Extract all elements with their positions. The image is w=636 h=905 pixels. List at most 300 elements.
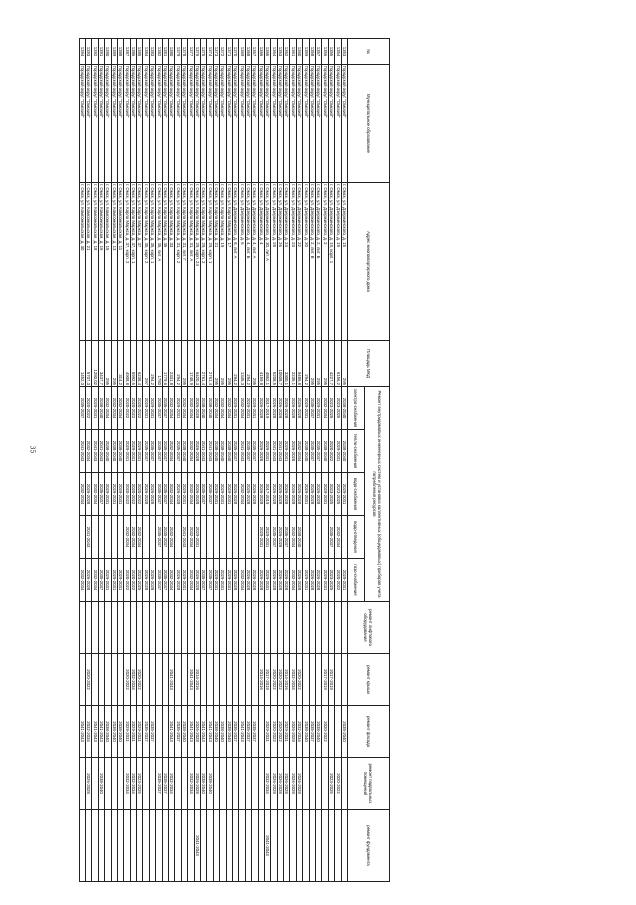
basement-cell: 2038-2040 [207, 758, 213, 810]
row-number: 1366 [258, 39, 264, 65]
facade-cell: 2035-2037 [143, 706, 149, 758]
water-cold-cell: 2026-2028 [245, 473, 251, 516]
municipality-cell: Городской округ "Омский" [213, 65, 219, 183]
roof-cell: 2020-2022 [271, 654, 277, 706]
electro-cell: 2026-2028 [194, 387, 200, 430]
water-out-cell: 2029-2031 [264, 516, 270, 559]
roof-cell [232, 654, 238, 706]
water-cold-cell: 2026-2028 [252, 473, 258, 516]
facade-cell [328, 706, 334, 758]
basement-cell: 2032-2034 [124, 758, 130, 810]
roof-cell: 2041-2043 [169, 654, 175, 706]
gas-cell: 2020-2022 [124, 559, 130, 602]
facade-cell: 2020-2022 [271, 706, 277, 758]
municipality-cell: Городской округ "Омский" [188, 65, 194, 183]
foundation-cell [252, 810, 258, 882]
foundation-cell [232, 810, 238, 882]
heat-cell: 2032-2034 [188, 430, 194, 473]
water-cold-cell: 2023-2025 [328, 473, 334, 516]
area-cell: 4908,8 [124, 341, 130, 387]
gas-cell: 2029-2031 [117, 559, 123, 602]
gas-cell: 2026-2028 [258, 559, 264, 602]
facade-cell [335, 706, 341, 758]
basement-cell [322, 758, 328, 810]
basement-cell: 2035-2037 [156, 758, 162, 810]
municipality-cell: Городской округ "Омский" [341, 65, 347, 183]
water-cold-cell: 2032-2034 [169, 473, 175, 516]
area-cell: 3300,1 [284, 341, 290, 387]
water-out-cell [303, 516, 309, 559]
area-cell: 294,2 [232, 341, 238, 387]
water-out-cell [175, 516, 181, 559]
row-number: 1382 [156, 39, 162, 65]
foundation-cell [117, 810, 123, 882]
foundation-cell [258, 810, 264, 882]
water-out-cell: 2032-2034 [290, 516, 296, 559]
area-cell: 6420,3 [194, 341, 200, 387]
gas-cell: 2035-2037 [207, 559, 213, 602]
elevator-cell [111, 602, 117, 654]
address-cell: г. Омск, ул. Дзержинского, д. 4, лит. А [252, 183, 258, 341]
address-cell: г. Омск, ул. Комсомольская, д. 30 [79, 183, 85, 341]
row-number: 1369 [239, 39, 245, 65]
table-row [124, 39, 130, 882]
row-number: 1379 [175, 39, 181, 65]
basement-cell [105, 758, 111, 810]
facade-cell: 2029-2031 [264, 706, 270, 758]
municipality-cell: Городской округ "Омский" [149, 65, 155, 183]
gas-cell: 2026-2028 [143, 559, 149, 602]
area-cell: 6238,4 [137, 341, 143, 387]
municipality-cell: Городской округ "Омский" [92, 65, 98, 183]
elevator-cell [303, 602, 309, 654]
address-cell: г. Омск, ул. Дзержинского, д. 24 [284, 183, 290, 341]
municipality-cell: Городской округ "Омский" [328, 65, 334, 183]
gas-cell: 2026-2028 [284, 559, 290, 602]
facade-cell: 2038-2040 [213, 706, 219, 758]
header-row-top [365, 39, 390, 882]
elevator-cell [290, 602, 296, 654]
water-cold-cell: 2029-2031 [341, 473, 347, 516]
col-facade-header: ремонт фасада [348, 706, 390, 758]
electro-cell: 2020-2022 [124, 387, 130, 430]
water-out-cell: 2032-2034 [335, 516, 341, 559]
table-row [252, 39, 258, 882]
row-number: 1391 [98, 39, 104, 65]
facade-cell: 2038-2040 [316, 706, 322, 758]
electro-cell: 2035-2037 [79, 387, 85, 430]
table-row [207, 39, 213, 882]
gas-cell: 2029-2031 [105, 559, 111, 602]
gas-cell: 2026-2028 [245, 559, 251, 602]
elevator-cell [85, 602, 91, 654]
water-out-cell [341, 516, 347, 559]
facade-cell: 2020-2022 [322, 706, 328, 758]
water-out-cell [207, 516, 213, 559]
electro-cell: 2038-2040 [98, 387, 104, 430]
heat-cell: 2026-2028 [194, 430, 200, 473]
area-cell: 294,2 [175, 341, 181, 387]
electro-cell: 2029-2031 [303, 387, 309, 430]
heat-cell: 2041-2043 [79, 430, 85, 473]
foundation-cell [322, 810, 328, 882]
address-cell: г. Омск, ул. Комсомольская, д. 16 [98, 183, 104, 341]
elevator-cell [143, 602, 149, 654]
table-row [137, 39, 143, 882]
col-elevator-header: ремонт лифтового оборудования [348, 602, 390, 654]
col-foundation-header: ремонт фундамента [348, 810, 390, 882]
roof-cell [207, 654, 213, 706]
table-row [188, 39, 194, 882]
basement-cell [226, 758, 232, 810]
facade-cell: 2029-2031 [130, 706, 136, 758]
gas-cell: 2035-2037 [162, 559, 168, 602]
table-row [284, 39, 290, 882]
heat-cell: 2035-2037 [143, 430, 149, 473]
table-row [149, 39, 155, 882]
electro-cell: 2032-2034 [117, 387, 123, 430]
heat-cell: 2029-2031 [124, 430, 130, 473]
foundation-cell [328, 810, 334, 882]
municipality-cell: Городской округ "Омский" [137, 65, 143, 183]
table-row [232, 39, 238, 882]
gas-cell: 2026-2028 [296, 559, 302, 602]
municipality-cell: Городской округ "Омский" [245, 65, 251, 183]
water-cold-cell: 2026-2028 [143, 473, 149, 516]
area-cell: 314,2 [117, 341, 123, 387]
water-out-cell: 2035-2037 [284, 516, 290, 559]
water-out-cell: 2038-2040 [296, 516, 302, 559]
area-cell: 1779,6 [162, 341, 168, 387]
basement-cell: 2032-2034 [169, 758, 175, 810]
municipality-cell: Городской округ "Омский" [175, 65, 181, 183]
foundation-cell [98, 810, 104, 882]
elevator-cell [201, 602, 207, 654]
roof-cell [220, 654, 226, 706]
water-out-cell [79, 516, 85, 559]
area-cell: 1748,9 [188, 341, 194, 387]
gas-cell: 2029-2031 [213, 559, 219, 602]
heat-cell: 2035-2037 [309, 430, 315, 473]
roof-cell [245, 654, 251, 706]
row-number: 1387 [124, 39, 130, 65]
facade-cell: 2035-2037 [175, 706, 181, 758]
area-cell: 6156,2 [335, 341, 341, 387]
table-row [79, 39, 85, 882]
gas-cell: 2032-2034 [188, 559, 194, 602]
facade-cell: 2041-2043 [207, 706, 213, 758]
water-out-cell: 2041-2043 [85, 516, 91, 559]
water-out-cell [239, 516, 245, 559]
heat-cell: 2032-2034 [296, 430, 302, 473]
foundation-cell [143, 810, 149, 882]
heat-cell: 2035-2037 [162, 430, 168, 473]
roof-cell: 2014-2016 [284, 654, 290, 706]
basement-cell [181, 758, 187, 810]
elevator-cell [309, 602, 315, 654]
area-cell: 2235,1 [290, 341, 296, 387]
area-cell: 1780 [156, 341, 162, 387]
water-out-cell: 2032-2034 [169, 516, 175, 559]
gas-cell: 2029-2031 [181, 559, 187, 602]
municipality-cell: Городской округ "Омский" [232, 65, 238, 183]
water-cold-cell: 2026-2028 [296, 473, 302, 516]
area-cell: 295 [252, 341, 258, 387]
roof-cell: 2017-2019 [328, 654, 334, 706]
table-body [79, 39, 347, 882]
address-cell: г. Омск, ул. Карла Маркса, д. 37, корп. 1 [130, 183, 136, 341]
area-cell: 1452,3 [79, 341, 85, 387]
basement-cell [213, 758, 219, 810]
row-number: 1378 [181, 39, 187, 65]
elevator-cell [232, 602, 238, 654]
elevator-cell [316, 602, 322, 654]
facade-cell: 2026-2028 [290, 706, 296, 758]
roof-cell [239, 654, 245, 706]
address-cell: г. Омск, ул. Карла Маркса, д. 19 [220, 183, 226, 341]
heat-cell: 2041-2043 [277, 430, 283, 473]
row-number: 1389 [111, 39, 117, 65]
heat-cell: 2038-2040 [341, 430, 347, 473]
row-number: 1363 [277, 39, 283, 65]
electro-cell: 2035-2037 [309, 387, 315, 430]
facade-cell: 2038-2040 [117, 706, 123, 758]
municipality-cell: Городской округ "Омский" [264, 65, 270, 183]
row-number: 1360 [296, 39, 302, 65]
gas-cell: 2029-2031 [226, 559, 232, 602]
area-cell: 295 [111, 341, 117, 387]
roof-cell: 2017-2019 [322, 654, 328, 706]
facade-cell [162, 706, 168, 758]
col-area-header: Площадь МКД [348, 341, 390, 387]
row-number: 1362 [284, 39, 290, 65]
electro-cell: 2029-2031 [316, 387, 322, 430]
water-out-cell: 2032-2034 [124, 516, 130, 559]
heat-cell: 2041-2043 [98, 430, 104, 473]
municipality-cell: Городской округ "Омский" [130, 65, 136, 183]
foundation-cell [181, 810, 187, 882]
col-municipality-header: Муниципальное образование [348, 65, 390, 183]
gas-cell: 2032-2034 [290, 559, 296, 602]
area-cell: 297 [143, 341, 149, 387]
address-cell: г. Омск, ул. Комсомольская, д. 11 [117, 183, 123, 341]
electro-cell: 2029-2031 [143, 387, 149, 430]
roof-cell [316, 654, 322, 706]
address-cell: г. Омск, ул. Карла Маркса, д. 35, корп. 1 [149, 183, 155, 341]
basement-cell [143, 758, 149, 810]
foundation-cell: 2041-2043 [194, 810, 200, 882]
col-internal-systems-header: Ремонт внутридомовых инженерных систем и установка коллективных (общедомовых) приборов учета потребления ресурсов [365, 387, 390, 602]
address-cell: г. Омск, ул. Дзержинского, д. 6 [239, 183, 245, 341]
roof-cell: 2020-2022 [296, 654, 302, 706]
water-out-cell: 2032-2034 [130, 516, 136, 559]
foundation-cell [309, 810, 315, 882]
row-number: 1353 [341, 39, 347, 65]
col-roof-header: ремонт крыши [348, 654, 390, 706]
basement-cell [149, 758, 155, 810]
foundation-cell [130, 810, 136, 882]
row-number: 1388 [117, 39, 123, 65]
heat-cell: 2035-2037 [316, 430, 322, 473]
row-number: 1390 [105, 39, 111, 65]
basement-cell: 2032-2034 [264, 758, 270, 810]
heat-cell: 2041-2043 [201, 430, 207, 473]
municipality-cell: Городской округ "Омский" [105, 65, 111, 183]
col-gas-header: газо-снабжения [348, 559, 365, 602]
address-cell: г. Омск, ул. Карла Маркса, д. 37, корп. 2 [124, 183, 130, 341]
heat-cell: 2029-2031 [137, 430, 143, 473]
electro-cell: 2026-2028 [258, 387, 264, 430]
water-cold-cell: 2026-2028 [309, 473, 315, 516]
elevator-cell [277, 602, 283, 654]
row-number: 1373 [213, 39, 219, 65]
area-cell: 295 [213, 341, 219, 387]
table-row [239, 39, 245, 882]
gas-cell: 2026-2028 [194, 559, 200, 602]
heat-cell: 2038-2040 [213, 430, 219, 473]
facade-cell [156, 706, 162, 758]
foundation-cell [335, 810, 341, 882]
foundation-cell [341, 810, 347, 882]
elevator-cell [322, 602, 328, 654]
row-number: 1364 [271, 39, 277, 65]
address-cell: г. Омск, ул. Дзержинского, д. 28 [271, 183, 277, 341]
address-cell: г. Омск, ул. Дзержинского, д. 8, лит. А [232, 183, 238, 341]
table-row [117, 39, 123, 882]
capital-repair-table [79, 38, 390, 882]
elevator-cell [213, 602, 219, 654]
basement-cell [252, 758, 258, 810]
elevator-cell [264, 602, 270, 654]
foundation-cell [290, 810, 296, 882]
elevator-cell [175, 602, 181, 654]
elevator-cell [271, 602, 277, 654]
facade-cell: 2038-2040 [220, 706, 226, 758]
roof-cell [156, 654, 162, 706]
water-out-cell [226, 516, 232, 559]
row-number: 1377 [188, 39, 194, 65]
foundation-cell [207, 810, 213, 882]
gas-cell: 2026-2028 [277, 559, 283, 602]
gas-cell: 2020-2022 [335, 559, 341, 602]
row-number: 1386 [130, 39, 136, 65]
area-cell: 3437,7 [98, 341, 104, 387]
foundation-cell [105, 810, 111, 882]
municipality-cell: Городской округ "Омский" [169, 65, 175, 183]
address-cell: г. Омск, ул. Карла Маркса, д. 31, лит. А [188, 183, 194, 341]
heat-cell: 2026-2028 [290, 430, 296, 473]
table-row [111, 39, 117, 882]
water-cold-cell: 2035-2037 [156, 473, 162, 516]
address-cell: г. Омск, ул. Дзержинского, д. 4, лит. Б [245, 183, 251, 341]
table-row [169, 39, 175, 882]
gas-cell: 2029-2031 [303, 559, 309, 602]
water-out-cell: 2029-2031 [194, 516, 200, 559]
basement-cell [92, 758, 98, 810]
gas-cell: 2032-2034 [79, 559, 85, 602]
elevator-cell [188, 602, 194, 654]
municipality-cell: Городской округ "Омский" [85, 65, 91, 183]
municipality-cell: Городской округ "Омский" [309, 65, 315, 183]
table-row [156, 39, 162, 882]
basement-cell [245, 758, 251, 810]
roof-cell: 2032-2034 [290, 654, 296, 706]
roof-cell: 2014-2016 [194, 654, 200, 706]
basement-cell [79, 758, 85, 810]
area-cell: 2761,4 [207, 341, 213, 387]
municipality-cell: Городской округ "Омский" [226, 65, 232, 183]
row-number: 1385 [137, 39, 143, 65]
water-cold-cell: 2026-2028 [277, 473, 283, 516]
heat-cell: 2041-2043 [239, 430, 245, 473]
electro-cell: 2026-2028 [290, 387, 296, 430]
electro-cell: 2032-2034 [220, 387, 226, 430]
basement-cell [316, 758, 322, 810]
roof-cell: 2017-2019 [264, 654, 270, 706]
water-out-cell [232, 516, 238, 559]
foundation-cell [303, 810, 309, 882]
electro-cell: 2023-2025 [335, 387, 341, 430]
foundation-cell [271, 810, 277, 882]
water-out-cell: 2032-2034 [137, 516, 143, 559]
gas-cell: 2023-2025 [137, 559, 143, 602]
address-cell: г. Омск, ул. Дзержинского, д. 18 [341, 183, 347, 341]
facade-cell: 2038-2040 [303, 706, 309, 758]
roof-cell [309, 654, 315, 706]
electro-cell: 2020-2022 [137, 387, 143, 430]
elevator-cell [181, 602, 187, 654]
basement-cell: 2026-2028 [271, 758, 277, 810]
gas-cell: 2035-2037 [201, 559, 207, 602]
roof-cell [149, 654, 155, 706]
roof-cell [303, 654, 309, 706]
col-basement-header: ремонт подвальных помещений [348, 758, 390, 810]
electro-cell: 2026-2028 [271, 387, 277, 430]
municipality-cell: Городской округ "Омский" [239, 65, 245, 183]
facade-cell: 2041-2043 [92, 706, 98, 758]
table-row [290, 39, 296, 882]
elevator-cell [245, 602, 251, 654]
basement-cell [341, 758, 347, 810]
basement-cell: 2023-2025 [137, 758, 143, 810]
heat-cell: 2035-2037 [245, 430, 251, 473]
municipality-cell: Городской округ "Омский" [258, 65, 264, 183]
elevator-cell [124, 602, 130, 654]
foundation-cell [79, 810, 85, 882]
area-cell: 294,2 [149, 341, 155, 387]
area-cell: 9486,8 [296, 341, 302, 387]
address-cell: г. Омск, ул. Дзержинского, д. 20 [303, 183, 309, 341]
foundation-cell [111, 810, 117, 882]
row-number: 1355 [328, 39, 334, 65]
water-cold-cell: 2023-2025 [335, 473, 341, 516]
table-row [85, 39, 91, 882]
facade-cell: 2041-2043 [239, 706, 245, 758]
heat-cell: 2041-2043 [92, 430, 98, 473]
roof-cell: 2020-2022 [85, 654, 91, 706]
gas-cell: 2026-2028 [232, 559, 238, 602]
electro-cell: 2035-2037 [162, 387, 168, 430]
heat-cell: 2032-2034 [169, 430, 175, 473]
water-cold-cell: 2026-2028 [316, 473, 322, 516]
table-row [264, 39, 270, 882]
water-cold-cell: 2035-2037 [98, 473, 104, 516]
water-cold-cell: 2026-2028 [232, 473, 238, 516]
basement-cell [239, 758, 245, 810]
municipality-cell: Городской округ "Омский" [79, 65, 85, 183]
heat-cell: 2029-2031 [130, 430, 136, 473]
address-cell: г. Омск, ул. Комсомольская, д. 21 [85, 183, 91, 341]
